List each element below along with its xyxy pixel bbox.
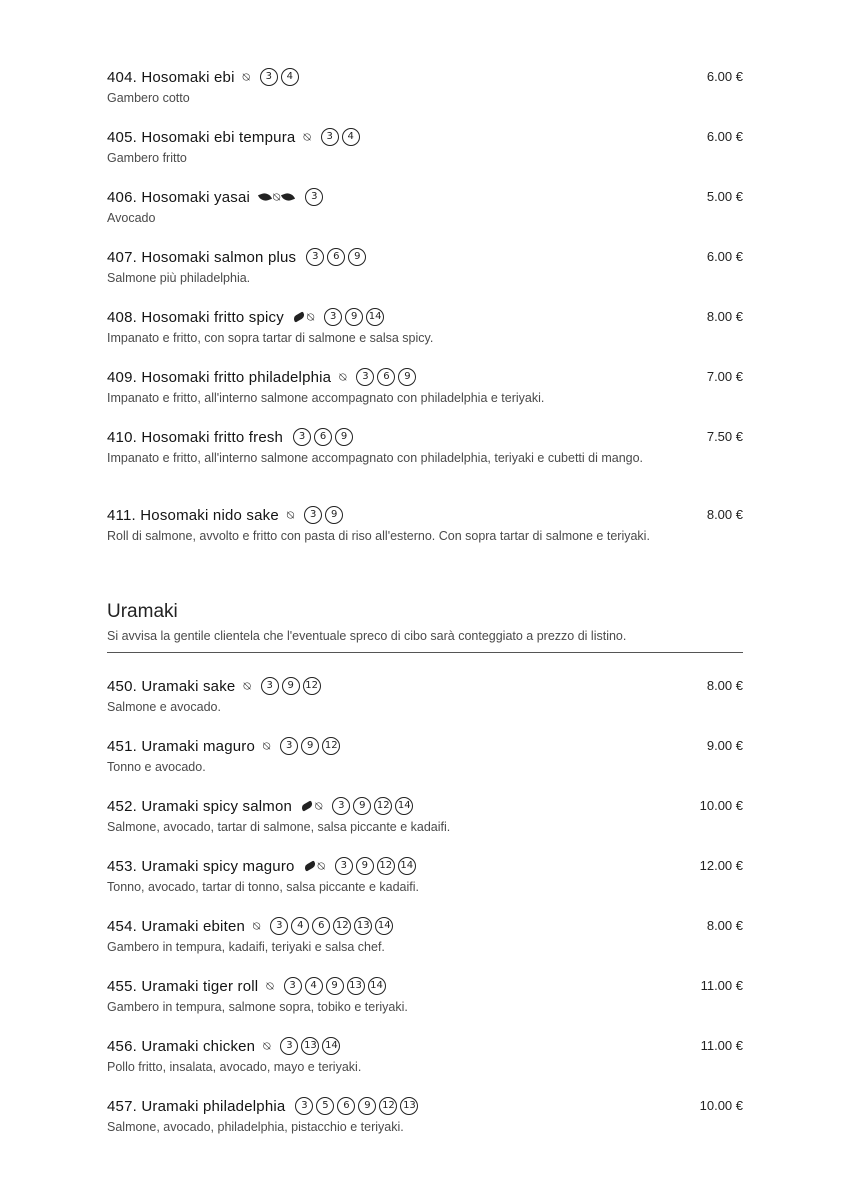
allergen-badge: 6: [327, 248, 345, 266]
allergen-badge: 3: [324, 308, 342, 326]
item-description: Salmone, avocado, philadelphia, pistacchio e teriyaki.: [107, 1120, 404, 1134]
chili-pepper-icon: [292, 311, 305, 322]
allergen-badge: 9: [326, 977, 344, 995]
allergen-badge: 3: [356, 368, 374, 386]
gluten-free-icon: ⍉: [286, 508, 295, 522]
gluten-free-icon: ⍉: [273, 190, 281, 204]
allergen-badge: 13: [347, 977, 365, 995]
allergen-badge: 3: [270, 917, 288, 935]
allergen-badge: 13: [354, 917, 372, 935]
allergen-badges: [284, 977, 386, 995]
allergen-badge: 9: [325, 506, 343, 524]
allergen-badge: 12: [374, 797, 392, 815]
item-title-line: [107, 975, 743, 997]
item-description: Gambero in tempura, salmone sopra, tobiko e teriyaki.: [107, 1000, 408, 1014]
allergen-badge: 4: [281, 68, 299, 86]
allergen-badge: 14: [322, 1037, 340, 1055]
allergen-badge: 9: [398, 368, 416, 386]
item-title-line: [107, 1095, 743, 1117]
allergen-badges: [293, 428, 353, 446]
allergen-badges: [270, 917, 393, 935]
allergen-badge: 3: [305, 188, 323, 206]
menu-item: [107, 306, 743, 348]
item-price: 6.00 €: [706, 249, 743, 264]
menu-item: [107, 246, 743, 288]
allergen-badge: 13: [400, 1097, 418, 1115]
item-name: 411. Hosomaki nido sake: [107, 506, 279, 524]
menu-item: [107, 735, 743, 777]
item-title-line: [107, 855, 743, 877]
item-name: 408. Hosomaki fritto spicy: [107, 308, 284, 326]
diet-icons: [292, 311, 314, 323]
item-name: 405. Hosomaki ebi tempura: [107, 128, 296, 146]
item-description: Gambero fritto: [107, 151, 187, 165]
section-note: Si avvisa la gentile clientela che l'eventuale spreco di cibo sarà conteggiato a prezzo di listino.: [107, 629, 627, 643]
allergen-badge: 12: [379, 1097, 397, 1115]
gluten-free-icon: ⍉: [263, 1039, 271, 1053]
allergen-badge: 9: [356, 857, 374, 875]
item-price: 6.00 €: [706, 69, 743, 84]
item-description: Impanato e fritto, all'interno salmone accompagnato con philadelphia, teriyaki e cubetti di mango.: [107, 451, 644, 465]
item-title-line: [107, 126, 743, 148]
diet-icons: [339, 371, 346, 383]
item-description: Impanato e fritto, con sopra tartar di salmone e salsa spicy.: [107, 331, 434, 345]
item-description: Tonno, avocado, tartar di tonno, salsa piccante e kadaifi.: [107, 880, 419, 894]
item-name: 407. Hosomaki salmon plus: [107, 248, 297, 266]
diet-icons: [303, 860, 325, 872]
item-name: 453. Uramaki spicy maguro: [107, 857, 295, 875]
allergen-badge: 4: [342, 128, 360, 146]
diet-icons: [287, 509, 294, 521]
item-price: 7.50 €: [706, 429, 743, 444]
item-name: 455. Uramaki tiger roll: [107, 977, 259, 995]
item-description: Impanato e fritto, all'interno salmone accompagnato con philadelphia e teriyaki.: [107, 391, 545, 405]
menu-item: [107, 1035, 743, 1077]
item-title-line: [107, 1035, 743, 1057]
item-title-line: [107, 675, 743, 697]
allergen-badges: [332, 797, 413, 815]
allergen-badge: 13: [301, 1037, 319, 1055]
diet-icons: [243, 71, 250, 83]
allergen-badge: 9: [282, 677, 300, 695]
allergen-badge: 3: [280, 737, 298, 755]
item-price: 11.00 €: [700, 978, 743, 993]
gluten-free-icon: ⍉: [303, 130, 311, 144]
diet-icons: [263, 740, 270, 752]
allergen-badge: 3: [280, 1037, 298, 1055]
chili-pepper-icon: [300, 800, 313, 811]
item-price: 5.00 €: [706, 189, 743, 204]
allergen-badges: [324, 308, 384, 326]
menu-item: [107, 795, 743, 837]
menu-item: [107, 66, 743, 108]
gluten-free-icon: ⍉: [339, 370, 347, 384]
gluten-free-icon: ⍉: [306, 310, 315, 324]
menu-item: [107, 915, 743, 957]
diet-icons: [300, 800, 322, 812]
allergen-badge: 3: [306, 248, 324, 266]
diet-icons: [303, 131, 310, 143]
item-price: 12.00 €: [699, 858, 743, 873]
menu-item: [107, 855, 743, 897]
allergen-badges: [356, 368, 416, 386]
gluten-free-icon: ⍉: [263, 739, 271, 753]
allergen-badge: 3: [293, 428, 311, 446]
allergen-badges: [304, 506, 343, 524]
menu-item: [107, 1095, 743, 1137]
gluten-free-icon: ⍉: [242, 70, 250, 84]
item-description: Gambero cotto: [107, 91, 190, 105]
menu-item: [107, 426, 743, 468]
allergen-badge: 4: [305, 977, 323, 995]
allergen-badge: 6: [377, 368, 395, 386]
allergen-badge: 9: [335, 428, 353, 446]
item-price: 7.00 €: [706, 369, 743, 384]
menu-item: [107, 504, 743, 546]
allergen-badge: 6: [312, 917, 330, 935]
menu-item: [107, 675, 743, 717]
item-price: 9.00 €: [706, 738, 743, 753]
allergen-badge: 12: [303, 677, 321, 695]
item-price: 10.00 €: [699, 1098, 743, 1113]
item-title-line: [107, 504, 743, 526]
item-name: 450. Uramaki sake: [107, 677, 236, 695]
allergen-badges: [295, 1097, 418, 1115]
menu-item: [107, 186, 743, 228]
item-title-line: [107, 735, 743, 757]
gluten-free-icon: ⍉: [317, 859, 325, 873]
item-title-line: [107, 66, 743, 88]
section-divider: [107, 652, 743, 653]
allergen-badge: 12: [333, 917, 351, 935]
allergen-badge: 3: [284, 977, 302, 995]
chili-pepper-icon: [303, 860, 316, 871]
item-title-line: [107, 795, 743, 817]
diet-icons: [258, 191, 295, 203]
item-price: 8.00 €: [706, 678, 743, 693]
allergen-badges: [305, 188, 323, 206]
vegan-leaf-icon: [258, 191, 272, 203]
item-title-line: [107, 306, 743, 328]
allergen-badge: 3: [321, 128, 339, 146]
item-name: 457. Uramaki philadelphia: [107, 1097, 286, 1115]
allergen-badge: 3: [304, 506, 322, 524]
allergen-badge: 14: [368, 977, 386, 995]
vegetarian-leaf-icon: [281, 191, 295, 203]
item-description: Salmone e avocado.: [107, 700, 221, 714]
allergen-badge: 14: [398, 857, 416, 875]
allergen-badge: 5: [316, 1097, 334, 1115]
gluten-free-icon: ⍉: [253, 919, 261, 933]
allergen-badge: 12: [322, 737, 340, 755]
diet-icons: [263, 1040, 270, 1052]
allergen-badge: 3: [332, 797, 350, 815]
item-price: 10.00 €: [699, 798, 743, 813]
item-description: Avocado: [107, 211, 156, 225]
item-title-line: [107, 186, 743, 208]
allergen-badges: [280, 737, 340, 755]
allergen-badges: [261, 677, 321, 695]
allergen-badge: 6: [314, 428, 332, 446]
item-name: 409. Hosomaki fritto philadelphia: [107, 368, 332, 386]
item-price: 6.00 €: [706, 129, 743, 144]
uramaki-section-header: [107, 601, 743, 653]
gluten-free-icon: ⍉: [315, 799, 323, 813]
allergen-badge: 9: [301, 737, 319, 755]
item-description: Tonno e avocado.: [107, 760, 206, 774]
item-description: Salmone, avocado, tartar di salmone, salsa piccante e kadaifi.: [107, 820, 451, 834]
section-title: Uramaki: [107, 601, 178, 622]
allergen-badge: 3: [295, 1097, 313, 1115]
allergen-badge: 3: [260, 68, 278, 86]
allergen-badge: 4: [291, 917, 309, 935]
item-title-line: [107, 915, 743, 937]
allergen-badges: [260, 68, 299, 86]
gluten-free-icon: ⍉: [243, 679, 251, 693]
menu-item: [107, 366, 743, 408]
allergen-badge: 9: [345, 308, 363, 326]
item-description: Roll di salmone, avvolto e fritto con pasta di riso all'esterno. Con sopra tartar di salmone e teriyaki.: [107, 529, 650, 543]
allergen-badge: 9: [358, 1097, 376, 1115]
allergen-badges: [321, 128, 360, 146]
item-name: 406. Hosomaki yasai: [107, 188, 251, 206]
item-name: 410. Hosomaki fritto fresh: [107, 428, 284, 446]
item-title-line: [107, 366, 743, 388]
item-description: Pollo fritto, insalata, avocado, mayo e teriyaki.: [107, 1060, 362, 1074]
allergen-badge: 12: [377, 857, 395, 875]
item-title-line: [107, 246, 743, 268]
allergen-badge: 14: [375, 917, 393, 935]
item-name: 454. Uramaki ebiten: [107, 917, 246, 935]
allergen-badge: 6: [337, 1097, 355, 1115]
item-price: 8.00 €: [706, 309, 743, 324]
item-description: Salmone più philadelphia.: [107, 271, 251, 285]
allergen-badge: 3: [261, 677, 279, 695]
item-name: 456. Uramaki chicken: [107, 1037, 256, 1055]
allergen-badge: 9: [348, 248, 366, 266]
allergen-badges: [280, 1037, 340, 1055]
item-name: 452. Uramaki spicy salmon: [107, 797, 293, 815]
item-description: Gambero in tempura, kadaifi, teriyaki e salsa chef.: [107, 940, 385, 954]
item-name: 451. Uramaki maguro: [107, 737, 256, 755]
item-price: 8.00 €: [706, 918, 743, 933]
item-price: 8.00 €: [706, 507, 743, 522]
item-price: 11.00 €: [700, 1038, 743, 1053]
allergen-badge: 9: [353, 797, 371, 815]
allergen-badge: 3: [335, 857, 353, 875]
allergen-badge: 14: [366, 308, 384, 326]
menu-item: [107, 126, 743, 168]
allergen-badges: [306, 248, 366, 266]
diet-icons: [253, 920, 260, 932]
item-title-line: [107, 426, 743, 448]
diet-icons: [243, 680, 250, 692]
menu-item: [107, 975, 743, 1017]
allergen-badges: [335, 857, 416, 875]
diet-icons: [266, 980, 273, 992]
gluten-free-icon: ⍉: [266, 979, 274, 993]
allergen-badge: 14: [395, 797, 413, 815]
item-name: 404. Hosomaki ebi: [107, 68, 235, 86]
